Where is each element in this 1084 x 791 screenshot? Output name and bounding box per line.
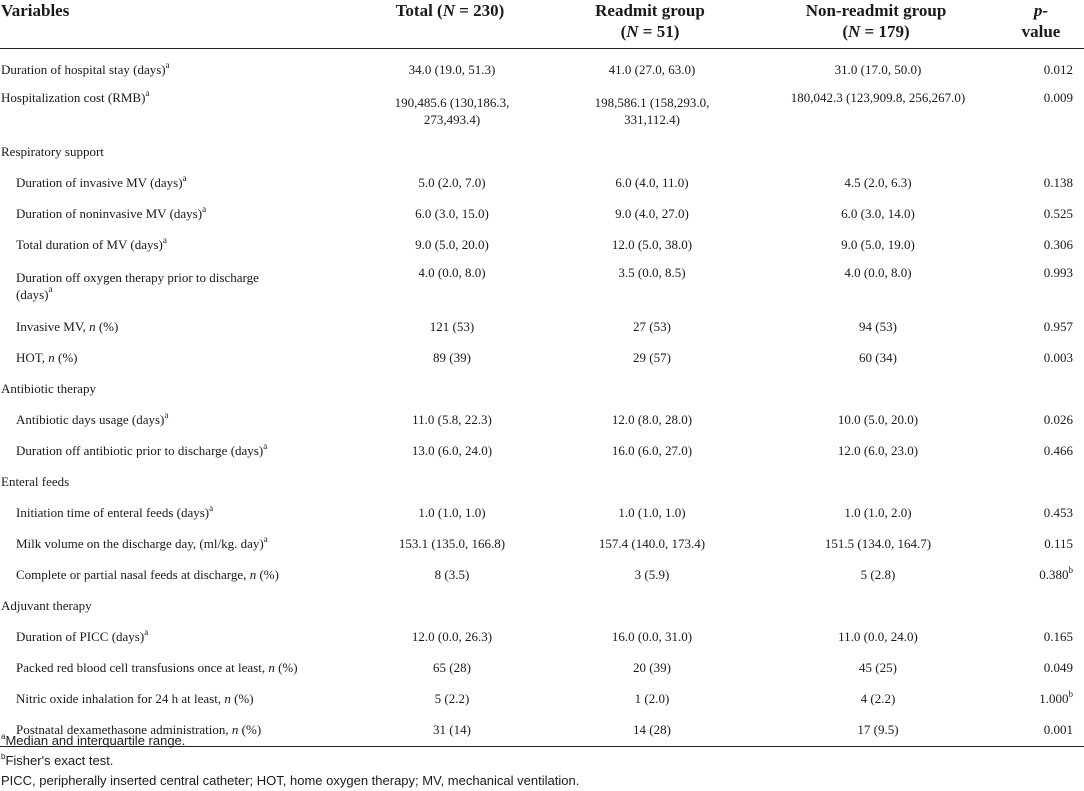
cell-readmit: 27 (53): [633, 319, 671, 334]
cell-nonreadmit: 94 (53): [859, 319, 897, 334]
section-row: [0, 136, 1084, 167]
cell-p-value: 0.009: [1043, 90, 1073, 105]
cell-p-value: 0.026: [1043, 412, 1073, 427]
cell-total: 9.0 (5.0, 20.0): [415, 237, 489, 252]
cell-readmit: 1 (2.0): [634, 691, 670, 706]
cell-total: 11.0 (5.8, 22.3): [412, 412, 492, 427]
cell-nonreadmit: 17 (9.5): [754, 714, 1002, 747]
table-footnotes: [1, 731, 579, 791]
table-row: [0, 167, 1084, 198]
cell-nonreadmit: 45 (25): [859, 660, 897, 675]
cell-p-value: 0.525: [1043, 206, 1073, 221]
cell-readmit: 41.0 (27.0, 63.0): [608, 62, 696, 77]
cell-readmit: 29 (57): [633, 350, 671, 365]
table-row: [0, 435, 1084, 466]
cell-readmit: 16.0 (6.0, 27.0): [611, 443, 693, 458]
cell-total: 5.0 (2.0, 7.0): [418, 175, 486, 190]
cell-p-value: 0.466: [1043, 443, 1073, 458]
table-row: [0, 198, 1084, 229]
row-label: Initiation time of enteral feeds (days)$^a$: [16, 502, 214, 520]
cell-p-value: 0.380$^b$: [1039, 564, 1073, 582]
table-row: [0, 85, 1084, 136]
cell-readmit: 3 (5.9): [634, 567, 670, 582]
section-row: [0, 590, 1084, 621]
footnote-b: $^b$Fisher's exact test.: [1, 751, 114, 768]
cell-nonreadmit: 4 (2.2): [860, 691, 896, 706]
cell-readmit: 1.0 (1.0, 1.0): [618, 505, 686, 520]
table-row: [0, 404, 1084, 435]
row-label: Antibiotic days usage (days)$^a$: [16, 409, 169, 427]
cell-total: 8 (3.5): [434, 567, 470, 582]
cell-total: 1.0 (1.0, 1.0): [418, 505, 486, 520]
cell-readmit: 14 (28): [550, 714, 754, 747]
cell-total: 190,485.6 (130,186.3, 273,493.4): [394, 94, 510, 127]
table-row: [0, 652, 1084, 683]
cell-nonreadmit: 12.0 (6.0, 23.0): [837, 443, 919, 458]
cell-p-value: 0.993: [1043, 265, 1073, 280]
row-label: Duration of noninvasive MV (days)$^a$: [16, 203, 207, 221]
cell-p-value: 0.957: [1043, 319, 1073, 334]
header-variables: Variables: [0, 0, 354, 49]
cell-p-value: 0.012: [1043, 62, 1073, 77]
header-row: [0, 0, 1084, 49]
row-label: Packed red blood cell transfusions once at least, n (%): [16, 660, 298, 675]
cell-nonreadmit: 4.5 (2.0, 6.3): [844, 175, 912, 190]
section-label: Respiratory support: [1, 144, 104, 159]
cell-nonreadmit: 180,042.3 (123,909.8, 256,267.0): [790, 90, 966, 105]
cell-total: 34.0 (19.0, 51.3): [408, 62, 496, 77]
row-label: Hospitalization cost (RMB)$^a$: [1, 87, 150, 105]
cell-nonreadmit: 31.0 (17.0, 50.0): [834, 62, 922, 77]
cell-p-value: 0.165: [1043, 629, 1073, 644]
table-row: [0, 528, 1084, 559]
footnote-abbreviations: PICC, peripherally inserted central catheter; HOT, home oxygen therapy; MV, mechanical ventilation.: [1, 773, 580, 788]
row-label: Total duration of MV (days)$^a$: [16, 234, 167, 252]
section-label: Enteral feeds: [1, 474, 70, 489]
row-label: Duration of invasive MV (days)$^a$: [16, 172, 187, 190]
cell-nonreadmit: 60 (34): [859, 350, 897, 365]
table-row: [0, 342, 1084, 373]
cell-p-value: 0.453: [1043, 505, 1073, 520]
cell-readmit: 20 (39): [633, 660, 671, 675]
row-label: Duration of PICC (days)$^a$: [16, 626, 149, 644]
row-label: Postnatal dexamethasone administration, n (%): [0, 714, 354, 747]
cell-total: 13.0 (6.0, 24.0): [411, 443, 493, 458]
row-label: Duration off oxygen therapy prior to discharge (days)$^a$: [16, 269, 259, 302]
cell-total: 4.0 (0.0, 8.0): [418, 265, 486, 280]
cell-nonreadmit: 5 (2.8): [860, 567, 896, 582]
row-label: Nitric oxide inhalation for 24 h at least, n (%): [16, 691, 254, 706]
cell-readmit: 16.0 (0.0, 31.0): [611, 629, 693, 644]
table-row: [0, 260, 1084, 311]
table-row: [0, 621, 1084, 652]
section-label: Adjuvant therapy: [1, 598, 92, 613]
cell-p-value: 0.049: [1043, 660, 1073, 675]
cell-readmit: 12.0 (8.0, 28.0): [611, 412, 693, 427]
table-row: [0, 229, 1084, 260]
cell-readmit: 198,586.1 (158,293.0, 331,112.4): [594, 94, 710, 127]
row-label: Duration of hospital stay (days)$^a$: [1, 59, 170, 77]
cell-nonreadmit: 1.0 (1.0, 2.0): [844, 505, 912, 520]
cell-readmit: 3.5 (0.0, 8.5): [618, 265, 686, 280]
header-nonreadmit: Non-readmit group (N = 179): [754, 0, 1002, 49]
row-label: HOT, n (%): [16, 350, 78, 365]
header-total: Total (N = 230): [354, 0, 550, 49]
cell-p-value: 0.001: [1002, 714, 1084, 747]
row-label: Milk volume on the discharge day, (ml/kg. day)$^a$: [16, 533, 268, 551]
table-row: [0, 311, 1084, 342]
cell-nonreadmit: 4.0 (0.0, 8.0): [844, 265, 912, 280]
cell-total: 5 (2.2): [434, 691, 470, 706]
cell-total: 6.0 (3.0, 15.0): [415, 206, 489, 221]
cell-total: 65 (28): [433, 660, 471, 675]
cell-p-value: 1.000$^b$: [1039, 688, 1073, 706]
cell-total: 121 (53): [429, 319, 475, 334]
cell-total: 89 (39): [433, 350, 471, 365]
row-label: Complete or partial nasal feeds at discharge, n (%): [16, 567, 279, 582]
section-row: [0, 466, 1084, 497]
row-label: Duration off antibiotic prior to discharge (days)$^a$: [16, 440, 268, 458]
cell-readmit: 157.4 (140.0, 173.4): [598, 536, 706, 551]
table-row: [0, 559, 1084, 590]
cell-p-value: 0.306: [1043, 237, 1073, 252]
cell-nonreadmit: 6.0 (3.0, 14.0): [841, 206, 915, 221]
cell-readmit: 6.0 (4.0, 11.0): [615, 175, 689, 190]
cell-nonreadmit: 9.0 (5.0, 19.0): [841, 237, 915, 252]
cell-p-value: 0.115: [1044, 536, 1073, 551]
section-row: [0, 373, 1084, 404]
row-label: Invasive MV, n (%): [16, 319, 119, 334]
header-p-value: p- value: [1002, 0, 1084, 49]
section-label: Antibiotic therapy: [1, 381, 96, 396]
cell-nonreadmit: 151.5 (134.0, 164.7): [824, 536, 932, 551]
cell-total: 12.0 (0.0, 26.3): [411, 629, 493, 644]
table-row: [0, 683, 1084, 714]
cell-readmit: 12.0 (5.0, 38.0): [611, 237, 693, 252]
cell-nonreadmit: 11.0 (0.0, 24.0): [838, 629, 918, 644]
table-row: [0, 49, 1084, 86]
header-readmit: Readmit group (N = 51): [550, 0, 754, 49]
cell-total: 31 (14): [354, 714, 550, 747]
footnote-a: $^a$Median and interquartile range.: [1, 731, 186, 748]
cell-p-value: 0.003: [1043, 350, 1073, 365]
cell-total: 153.1 (135.0, 166.8): [398, 536, 506, 551]
cell-readmit: 9.0 (4.0, 27.0): [615, 206, 689, 221]
cell-p-value: 0.138: [1043, 175, 1073, 190]
table-row: [0, 497, 1084, 528]
cell-nonreadmit: 10.0 (5.0, 20.0): [837, 412, 919, 427]
